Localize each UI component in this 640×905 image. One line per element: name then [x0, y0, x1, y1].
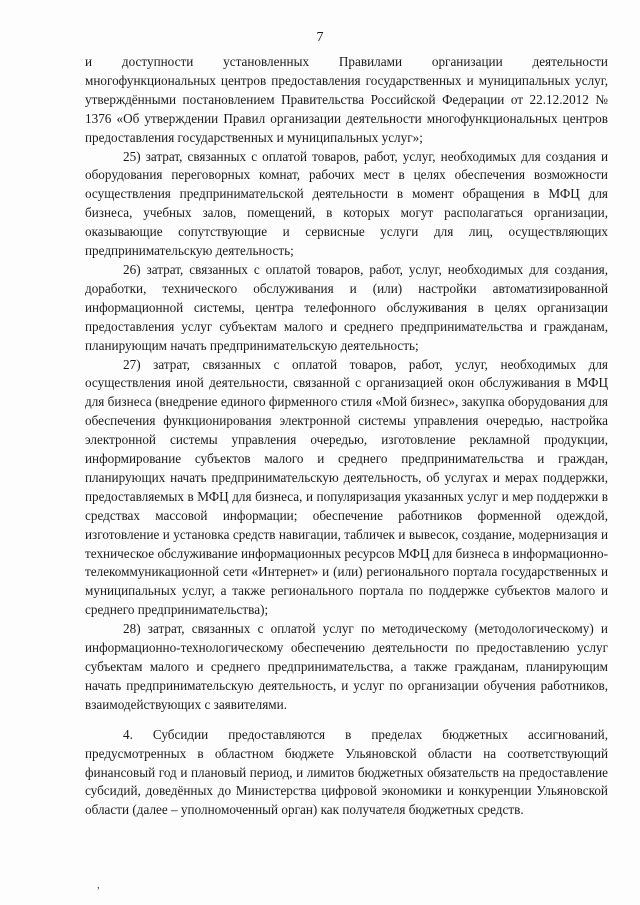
paragraph-item-27: 27) затрат, связанных с оплатой товаров, работ, услуг, необходимых для осуществления иной деятельности, связанной с организацией окон обслуживания в МФЦ для бизнеса (внедрение единого фирменного стиля «Мой бизнес», закупка оборудования для обеспечения функционирования электронной системы управления очередью, настройка электронной системы управления очередью, изготовление рекламной продукции, информирование субъектов малого и среднего предпринимательства и граждан, планирующих начать предпринимательскую деятельность, об услугах и мерах поддержки, предоставляемых в МФЦ для бизнеса, и популяризация указанных услуг и мер поддержки в средствах массовой информации; обеспечение работников форменной одеждой, изготовление и установка средств навигации, табличек и вывесок, создание, модернизация и техническое обслуживание информационных ресурсов МФЦ для бизнеса в информационно-телекоммуникационной сети «Интернет» и (или) регионального портала государственных и муниципальных услуг, а также регионального портала по поддержке субъектов малого и среднего предпринимательства); — [85, 356, 608, 618]
page-number: 7 — [316, 30, 324, 45]
paragraph-section-4: 4. Субсидии предоставляются в пределах бюджетных ассигнований, предусмотренных в областном бюджете Ульяновской области на соответствующий финансовый год и плановый период, и лимитов бюджетных обязательств на предоставление субсидий, доведённых до Министерства цифровой экономики и конкуренции Ульяновской области (далее – уполномоченный орган) как получателя бюджетных средств. — [85, 726, 608, 818]
paragraph-item-25: 25) затрат, связанных с оплатой товаров, работ, услуг, необходимых для создания и оборудования переговорных комнат, рабочих мест в целях обеспечения возможности осуществления предпринимательской деятельности в момент обращения в МФЦ для бизнеса, учебных залов, помещений, в которых могут располагаться организации, оказывающие сопутствующие и сервисные услуги для лиц, осуществляющих предпринимательскую деятельность; — [85, 148, 608, 259]
paragraph-item-26: 26) затрат, связанных с оплатой товаров, работ, услуг, необходимых для создания, доработки, технического обслуживания и (или) настройки автоматизированной информационной системы, центра телефонного обслуживания в целях организации предоставления услуг субъектам малого и среднего предпринимательства и гражданам, планирующим начать предпринимательскую деятельность; — [85, 261, 608, 353]
document-body — [85, 53, 608, 820]
paragraph-continuation: и доступности установленных Правилами организации деятельности многофункциональных центров предоставления государственных и муниципальных услуг, утверждёнными постановлением Правительства Российской Федерации от 22.12.2012 № 1376 «Об утверждении Правил организации деятельности многофункциональных центров предоставления государственных и муниципальных услуг»; — [85, 54, 608, 145]
paragraph-item-28: 28) затрат, связанных с оплатой услуг по методическому (методологическому) и информационно-технологическому обеспечению деятельности по предоставлению услуг субъектам малого и среднего предпринимательства, а также гражданам, планирующим начать предпринимательскую деятельность, и услуг по организации обучения работников, взаимодействующих с заявителями. — [85, 621, 608, 712]
scan-mark: , — [97, 879, 100, 891]
